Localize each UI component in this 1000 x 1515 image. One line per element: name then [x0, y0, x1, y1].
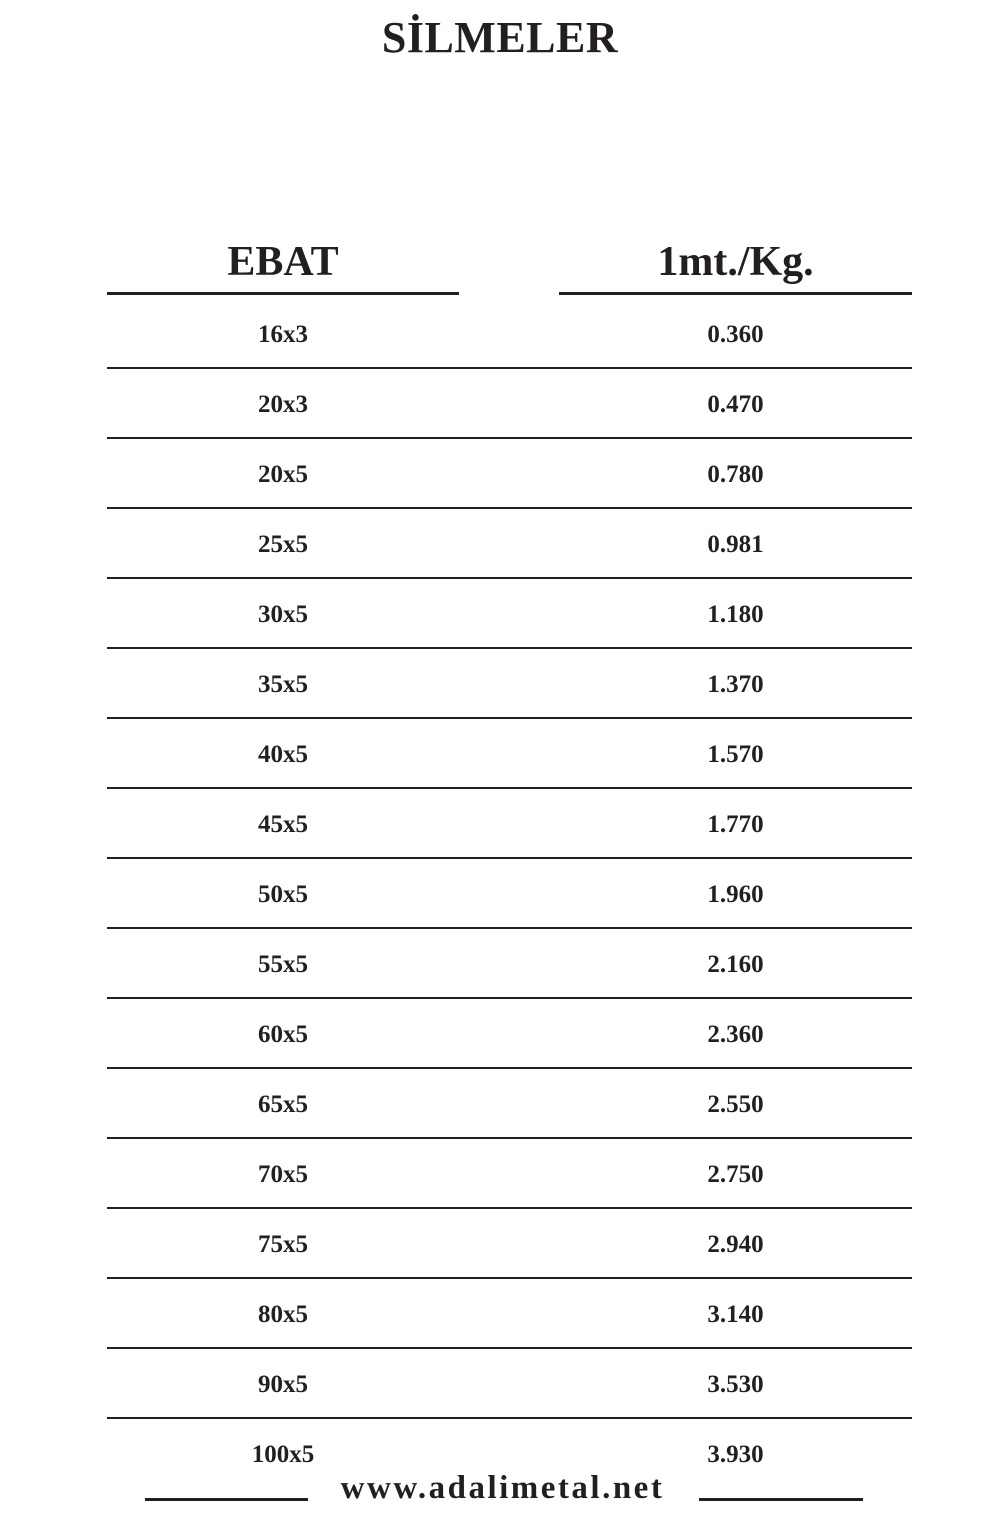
size-weight-table: [107, 299, 912, 1487]
weight-cell: 1.180: [707, 601, 764, 628]
size-cell: 80x5: [258, 1301, 308, 1328]
weight-cell: 1.370: [707, 671, 764, 698]
size-cell: 90x5: [258, 1371, 308, 1398]
table-row: [107, 439, 912, 509]
weight-cell: 1.570: [707, 741, 764, 768]
column-header-size: EBAT: [107, 236, 459, 295]
size-cell: 60x5: [258, 1021, 308, 1048]
size-cell: 40x5: [258, 741, 308, 768]
weight-cell: 2.750: [707, 1161, 764, 1188]
weight-cell: 0.780: [707, 461, 764, 488]
weight-cell: 0.470: [707, 391, 764, 418]
table-row: [107, 1349, 912, 1419]
table-row: [107, 1139, 912, 1209]
size-cell: 20x3: [258, 391, 308, 418]
weight-cell: 2.550: [707, 1091, 764, 1118]
table-row: [107, 649, 912, 719]
footer-divider-left: [145, 1498, 308, 1501]
size-cell: 20x5: [258, 461, 308, 488]
table-row: [107, 719, 912, 789]
footer-website: www.adalimetal.net: [340, 1470, 665, 1506]
weight-cell: 1.770: [707, 811, 764, 838]
weight-cell: 2.160: [707, 951, 764, 978]
weight-cell: 3.930: [707, 1441, 764, 1468]
table-row: [107, 1209, 912, 1279]
table-row: [107, 789, 912, 859]
table-row: [107, 1279, 912, 1349]
table-row: [107, 369, 912, 439]
page-title: SİLMELER: [381, 13, 619, 62]
weight-cell: 2.940: [707, 1231, 764, 1258]
size-cell: 65x5: [258, 1091, 308, 1118]
size-cell: 16x3: [258, 321, 308, 348]
size-cell: 70x5: [258, 1161, 308, 1188]
table-row: [107, 299, 912, 369]
table-row: [107, 579, 912, 649]
weight-cell: 3.140: [707, 1301, 764, 1328]
weight-cell: 0.981: [707, 531, 764, 558]
size-cell: 50x5: [258, 881, 308, 908]
footer-divider-right: [699, 1498, 863, 1501]
column-header-weight: 1mt./Kg.: [559, 236, 912, 295]
table-row: [107, 999, 912, 1069]
size-cell: 55x5: [258, 951, 308, 978]
size-cell: 35x5: [258, 671, 308, 698]
footer: [0, 1468, 1000, 1508]
size-cell: 100x5: [251, 1441, 315, 1468]
size-cell: 30x5: [258, 601, 308, 628]
table-row: [107, 929, 912, 999]
table-row: [107, 859, 912, 929]
size-cell: 25x5: [258, 531, 308, 558]
weight-cell: 3.530: [707, 1371, 764, 1398]
size-cell: 75x5: [258, 1231, 308, 1258]
size-cell: 45x5: [258, 811, 308, 838]
table-row: [107, 1069, 912, 1139]
weight-cell: 2.360: [707, 1021, 764, 1048]
weight-cell: 0.360: [707, 321, 764, 348]
table-row: [107, 509, 912, 579]
weight-cell: 1.960: [707, 881, 764, 908]
